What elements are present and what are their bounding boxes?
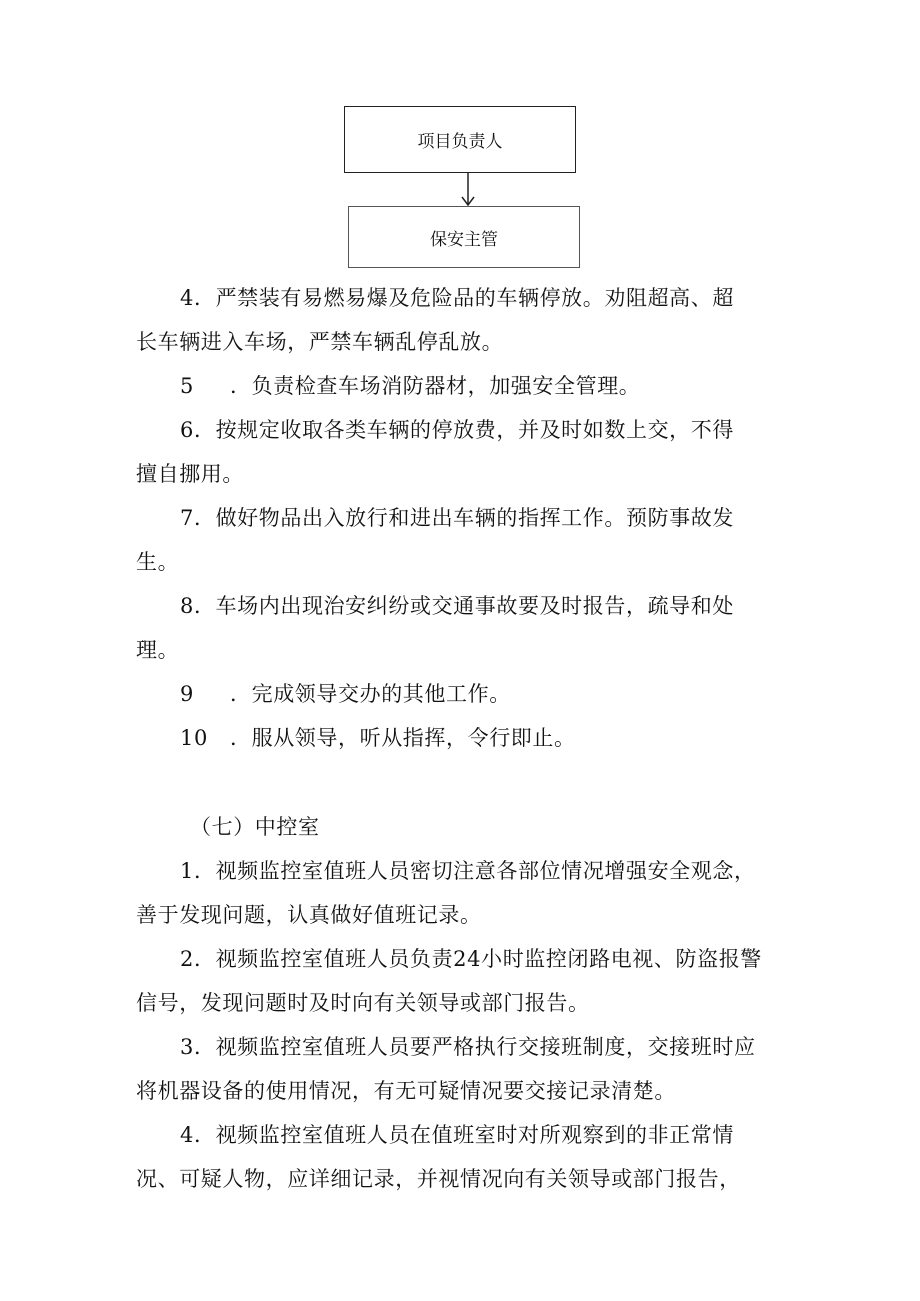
item-text: 信号，发现问题时及时向有关领导或部门报告。 (136, 991, 590, 1015)
list-item-a9 (180, 680, 511, 708)
list-item-a4-line2 (136, 328, 503, 356)
list-item-b4-line1 (180, 1121, 734, 1149)
section-heading: （七）中控室 (190, 815, 320, 839)
item-text: ．视频监控室值班人员负责24小时监控闭路电视、防盗报警 (193, 947, 762, 971)
list-item-b3-line1 (180, 1033, 756, 1061)
item-text: 善于发现问题，认真做好值班记录。 (136, 903, 482, 927)
list-item-a10 (180, 724, 576, 752)
list-item-a7-line2 (136, 548, 179, 576)
list-item-b4-line2 (136, 1165, 741, 1193)
org-box-label: 项目负责人 (417, 132, 503, 152)
list-item-a7-line1 (180, 504, 734, 532)
item-number: 6 (180, 418, 194, 442)
item-number: 3 (180, 1035, 194, 1059)
list-item-a8-line2 (136, 636, 179, 664)
org-box-project-manager (344, 106, 576, 173)
list-item-a6-line1 (180, 416, 734, 444)
item-text: 况、可疑人物，应详细记录，并视情况向有关领导或部门报告， (136, 1167, 741, 1191)
list-item-a5 (180, 372, 640, 400)
list-item-b2-line2 (136, 989, 590, 1017)
item-text: ．视频监控室值班人员在值班室时对所观察到的非正常情 (193, 1123, 734, 1147)
item-text: ．视频监控室值班人员要严格执行交接班制度，交接班时应 (193, 1035, 756, 1059)
list-item-a8-line1 (180, 592, 734, 620)
list-item-a6-line2 (136, 460, 244, 488)
item-text: ．按规定收取各类车辆的停放费，并及时如数上交，不得 (193, 418, 734, 442)
org-box-label: 保安主管 (430, 229, 498, 250)
item-number: 8 (180, 594, 194, 618)
list-item-b1-line2 (136, 901, 482, 929)
item-number: 1 (180, 859, 194, 883)
item-text: 擅自挪用。 (136, 462, 244, 486)
item-number: 4 (180, 1123, 194, 1147)
item-text: 将机器设备的使用情况，有无可疑情况要交接记录清楚。 (136, 1079, 676, 1103)
item-text: ．服从领导，听从指挥，令行即止。 (230, 726, 576, 750)
list-item-b2-line1 (180, 945, 762, 973)
item-text: ．完成领导交办的其他工作。 (230, 682, 511, 706)
item-text: ．负责检查车场消防器材，加强安全管理。 (230, 374, 641, 398)
item-number: 9 (180, 682, 194, 706)
item-text: ．做好物品出入放行和进出车辆的指挥工作。预防事故发 (193, 506, 734, 530)
list-item-b1-line1 (180, 857, 756, 885)
down-arrow-icon (458, 173, 478, 207)
item-text: ．车场内出现治安纠纷或交通事故要及时报告，疏导和处 (193, 594, 734, 618)
item-number: 7 (180, 506, 194, 530)
item-text: 生。 (136, 550, 180, 574)
item-number: 2 (180, 947, 194, 971)
list-item-a4-line1 (180, 284, 734, 312)
item-text: 理。 (136, 638, 180, 662)
org-box-security-supervisor (348, 206, 580, 268)
item-text: 长车辆进入车场，严禁车辆乱停乱放。 (136, 330, 504, 354)
item-number: 4 (180, 286, 194, 310)
item-text: ．视频监控室值班人员密切注意各部位情况增强安全观念， (193, 859, 756, 883)
item-text: ．严禁装有易燃易爆及危险品的车辆停放。劝阻超高、超 (193, 286, 734, 310)
list-item-b3-line2 (136, 1077, 676, 1105)
item-number: 10 (180, 726, 208, 750)
item-number: 5 (180, 374, 194, 398)
